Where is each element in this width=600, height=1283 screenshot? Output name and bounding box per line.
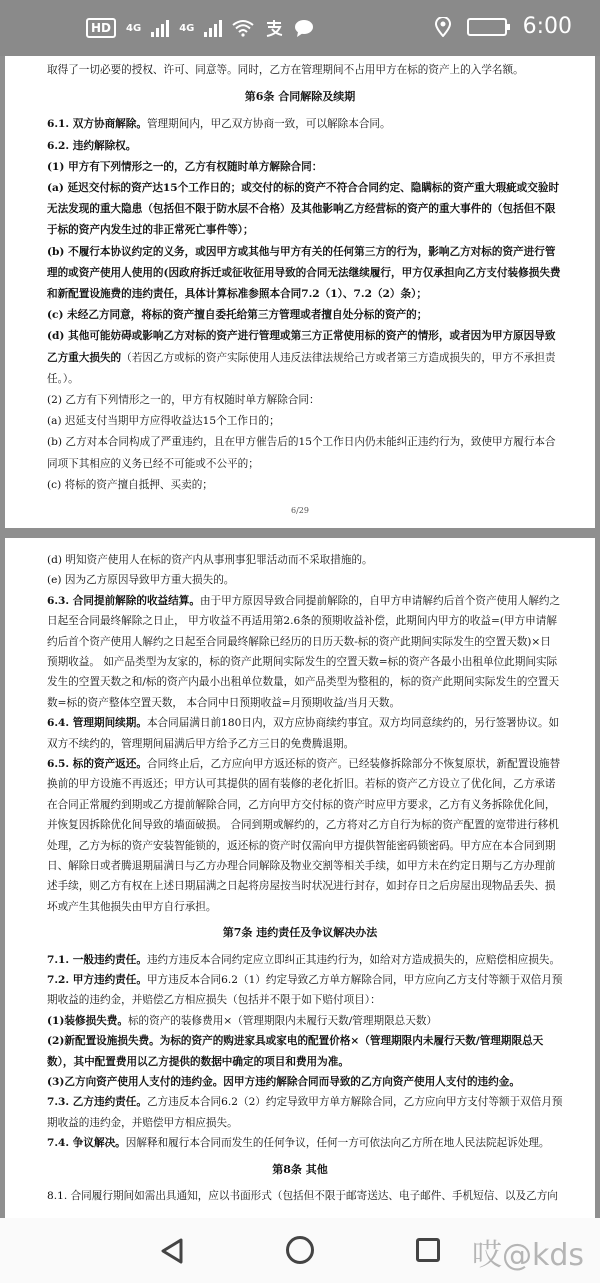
message-icon: [294, 18, 314, 38]
bold-clause-text: (1)装修损失费。: [47, 1014, 128, 1027]
clause-text: (c) 将标的资产擅自抵押、买卖的；: [47, 478, 213, 491]
alipay-icon: [264, 18, 284, 38]
document-line: [47, 899, 567, 915]
clause-text: 述手续，则乙方有权在上述日期届满之日起将房屋按当时状况进行封存，如封存日之后房屋出现物品丢失、损: [47, 880, 556, 893]
document-line: [47, 1094, 567, 1110]
bold-clause-text: 7.1. 一般违约责任。: [47, 953, 147, 966]
document-line: [47, 201, 567, 217]
page-number: 6/29: [291, 506, 309, 515]
document-line: [47, 244, 567, 260]
document-line: [47, 1013, 567, 1029]
document-line: [47, 62, 567, 78]
status-left: [86, 18, 314, 38]
heading-text: 第8条 其他: [272, 1162, 328, 1176]
clause-text: (e) 因为乙方原因导致甲方重大损失的。: [47, 574, 235, 587]
bold-clause-text: 6.5. 标的资产返还。: [47, 758, 147, 770]
bold-clause-text: (1) 甲方有下列情形之一的，乙方有权随时单方解除合同：: [47, 160, 323, 173]
bold-clause-text: (c) 未经乙方同意，将标的资产擅自委托给第三方管理或者擅自处分标的资产的；: [47, 309, 428, 322]
clause-text: 换前的甲方设施不再返还；甲方认可其提供的固有装修的老化折旧。若标的资产乙方设立了优化间，乙方承诺: [47, 778, 556, 791]
bold-clause-text: 无法发现的重大隐患（包括但不限于防水层不合格）及其他影响乙方经营标的资产的重大事件的（包括但不限: [47, 203, 556, 216]
document-line: [47, 1054, 567, 1070]
sim2-network-label: 4G: [179, 22, 195, 34]
document-line: [47, 350, 567, 366]
document-line: [47, 593, 567, 609]
document-line: [47, 1135, 567, 1151]
watermark-text: 哎@kds: [471, 1238, 584, 1273]
document-line: [47, 477, 567, 493]
clause-text: 日、解除日或者腾退期届满日与乙方办理合同解除及物业交割等相关手续，如甲方未在约定日期与乙方办理前: [47, 860, 556, 872]
clause-text: 日起至合同最终解除之日止， 甲方收益不再适用第2.6条的预期收益补偿，此期间内甲方的收益=(甲方申请解: [47, 615, 557, 628]
bold-clause-text: (b) 不履行本协议约定的义务，或因甲方或其他与甲方有关的任何第三方的行为，影响乙方对标的资产进行管: [47, 245, 556, 258]
clause-text: 并恢复因拆除优化间导致的墙面破损。 合同到期或解约的，乙方将对乙方自行为标的资产配置的宽带进行移机: [47, 819, 559, 832]
clause-text: 合同终止后，乙方应向甲方返还标的资产。已经装修拆除部分不恢复原状，新配置设施替: [146, 758, 561, 770]
bold-clause-text: (3)乙方向资产使用人支付的违约金。因甲方违约解除合同而导致的乙方向资产使用人支付的违约金。: [47, 1076, 520, 1088]
bold-clause-text: 6.1. 双方协商解除。: [47, 118, 147, 131]
bold-clause-text: 6.3. 合同提前解除的收益结算。: [47, 594, 200, 607]
clause-text: (d) 明知资产使用人在标的资产内从事刑事犯罪活动而不采取措施的。: [47, 554, 373, 566]
home-button[interactable]: [286, 1236, 314, 1264]
clause-text: 坏或产生其他损失由甲方自行承担。: [47, 900, 217, 913]
document-line: [47, 756, 567, 772]
status-bar: [0, 0, 600, 56]
clause-text: 期收益的违约金，并赔偿甲方相应损失。: [47, 1116, 238, 1129]
document-line: [47, 654, 567, 670]
document-line: [47, 552, 567, 568]
document-line: [47, 992, 567, 1008]
clause-text: 数=标的资产整体空置天数， 本合同中日预期收益=月预期收益/当月天数。: [47, 696, 401, 709]
bold-clause-text: 乙方重大损失的: [47, 351, 122, 364]
document-line: [47, 1033, 567, 1049]
section-heading: [5, 89, 595, 105]
location-icon: [435, 17, 451, 37]
signal-strength-icon-2: [204, 19, 222, 37]
document-line: [47, 328, 567, 344]
hd-badge: HD: [86, 18, 116, 38]
document-line: [47, 159, 567, 175]
clause-text: 处理，乙方为标的资产安装智能锁的，返还标的资产时仅需向甲方提供智能密码锁密码。甲方应在本合同到期: [47, 839, 556, 852]
bold-clause-text: 理的或资产使用人使用的(因政府拆迁或征收征用导致的合同无法继续履行，甲方仅承担向乙方支付装修损失费: [47, 266, 561, 279]
back-icon[interactable]: [160, 1238, 184, 1264]
document-line: [47, 456, 567, 472]
document-line: [47, 1115, 567, 1131]
clause-text: (b) 乙方对本合同构成了严重违约，且在甲方催告后的15个工作日内仍未能纠正违约行为，致使甲方履行本合: [47, 436, 556, 449]
clause-text: 由于甲方原因导致合同提前解除的，自甲方申请解约后首个资产使用人解约之: [199, 594, 561, 607]
document-line: [47, 674, 567, 690]
bold-clause-text: 6.4. 管理期间续期。: [47, 717, 147, 730]
clause-text: 同项下其相应的义务已经不可能或不公平的；: [47, 457, 259, 470]
navigation-bar: [0, 1218, 600, 1283]
document-line: [47, 116, 567, 132]
clause-text: 取得了一切必要的授权、许可、同意等。同时，乙方在管理期间不占用甲方在标的资产上的入学名额。: [47, 64, 524, 76]
clause-text: 本合同届满日前180日内，双方应协商续约事宜。双方均同意续约的，另行签署协议。如: [146, 717, 560, 730]
clause-text: 任。）。: [47, 372, 79, 385]
clause-text: 发生的空置天数之和/标的资产内最小出租单位数量，如产品类型为整租的，标的资产此期间实际发生的空置天: [47, 676, 560, 689]
document-line: [47, 952, 567, 968]
wifi-icon: [232, 19, 254, 37]
clause-text: （若因乙方或标的资产实际使用人违反法律法规给己方或者第三方造成损失的，甲方不承担责: [121, 351, 556, 364]
document-line: [47, 180, 567, 196]
battery-icon: [467, 18, 507, 36]
document-line: [47, 1188, 567, 1204]
clause-text: 乙方违反本合同6.2（2）约定导致甲方单方解除合同，乙方应向甲方支付等额于双倍月预: [146, 1096, 563, 1109]
clause-text: 标的资产的装修费用×（管理期限内未履行天数/管理期限总天数）: [127, 1014, 438, 1027]
document-line: [47, 613, 567, 629]
clause-text: 管理期间内，甲乙双方协商一致，可以解除本合同。: [146, 118, 391, 131]
document-line: [47, 695, 567, 711]
document-line: [47, 434, 567, 450]
document-line: [47, 972, 567, 988]
document-line: [47, 838, 567, 854]
document-page-7: [5, 538, 595, 1218]
bold-clause-text: 6.2. 违约解除权。: [47, 139, 137, 152]
sim1-network-label: 4G: [126, 22, 142, 34]
document-line: [47, 858, 567, 874]
document-line: [47, 286, 567, 302]
clause-text: 约后首个资产使用人解约之日起至合同最终解除已经历的日历天数-标的资产此期间实际发生的空置天数)×日: [47, 635, 551, 648]
clause-text: 在合同正常履约到期或乙方提前解除合同，乙方向甲方交付标的资产时应甲方要求，乙方有义务拆除优化间，: [47, 798, 556, 811]
signal-strength-icon: [151, 19, 169, 37]
document-line: [47, 371, 567, 387]
clause-text: 双方不续约的，管理期间届满后甲方给予乙方三日的免费腾退期。: [47, 737, 355, 750]
clause-text: (a) 迟延支付当期甲方应得收益达15个工作日的；: [47, 415, 280, 428]
document-line: [47, 138, 567, 154]
bold-clause-text: 7.3. 乙方违约责任。: [47, 1096, 147, 1109]
document-line: [47, 572, 567, 588]
document-line: [47, 736, 567, 752]
heading-text: 第6条 合同解除及续期: [244, 90, 356, 104]
document-line: [47, 797, 567, 813]
document-line: [47, 1074, 567, 1090]
bold-clause-text: 数），其中配置费用以乙方提供的数据中确定的项目和费用为准。: [47, 1055, 349, 1068]
clause-text: 期收益的违约金，并赔偿乙方相应损失（包括并不限于如下赔付项目）：: [47, 994, 381, 1007]
clause-text: 8.1. 合同履行期间如需出具通知，应以书面形式（包括但不限于邮寄送达、电子邮件、手机短信、以及乙方向: [47, 1190, 558, 1202]
document-line: [47, 634, 567, 650]
bold-clause-text: 7.4. 争议解决。: [47, 1137, 126, 1150]
section-heading: [5, 925, 595, 941]
document-line: [47, 392, 567, 408]
document-line: [47, 222, 567, 238]
section-heading: [5, 1162, 595, 1178]
document-line: [47, 776, 567, 792]
document-line: [47, 817, 567, 833]
bold-clause-text: (d) 其他可能妨碍或影响乙方对标的资产进行管理或第三方正常使用标的资产的情形，或者因为甲方原因导致: [47, 330, 556, 343]
bold-clause-text: 和新配置设施费的违约责任，具体计算标准参照本合同7.2（1）、7.2（2）条）；: [47, 288, 428, 300]
document-line: [47, 878, 567, 894]
recent-apps-button[interactable]: [416, 1238, 440, 1262]
clock-time: 6:00: [522, 14, 572, 39]
document-line: [47, 715, 567, 731]
bold-clause-text: (2)新配置设施损失费。为标的资产的购进家具或家电的配置价格×（管理期限内未履行天数/管理期限总天: [47, 1035, 544, 1048]
clause-text: (2) 乙方有下列情形之一的，甲方有权随时单方解除合同：: [47, 394, 320, 406]
heading-text: 第7条 违约责任及争议解决办法: [222, 926, 378, 940]
clause-text: 甲方违反本合同6.2（1）约定导致乙方单方解除合同，甲方应向乙方支付等额于双倍月预: [146, 974, 563, 986]
bold-clause-text: 于标的资产内发生过的非正常死亡事件等）；: [47, 224, 254, 237]
document-line: [47, 307, 567, 323]
clause-text: 因解释和履行本合同而发生的任何争议，任何一方可依法向乙方所在地人民法院起诉处理。: [125, 1137, 550, 1150]
clause-text: 预期收益。 如产品类型为友家的，标的资产此期间实际发生的空置天数=标的资产各最小出租单位此期间实际: [47, 656, 558, 668]
clause-text: 违约方违反本合同约定应立即纠正其违约行为，如给对方造成损失的，应赔偿相应损失。: [146, 953, 561, 966]
document-line: [47, 265, 567, 281]
bold-clause-text: 7.2. 甲方违约责任。: [47, 974, 147, 986]
status-right: [435, 14, 572, 39]
document-line: [47, 413, 567, 429]
bold-clause-text: (a) 延迟交付标的资产达15个工作日的；或交付的标的资产不符合合同约定、隐瞒标的资产重大瑕疵或交验时: [47, 182, 560, 194]
document-page-6: [5, 56, 595, 528]
